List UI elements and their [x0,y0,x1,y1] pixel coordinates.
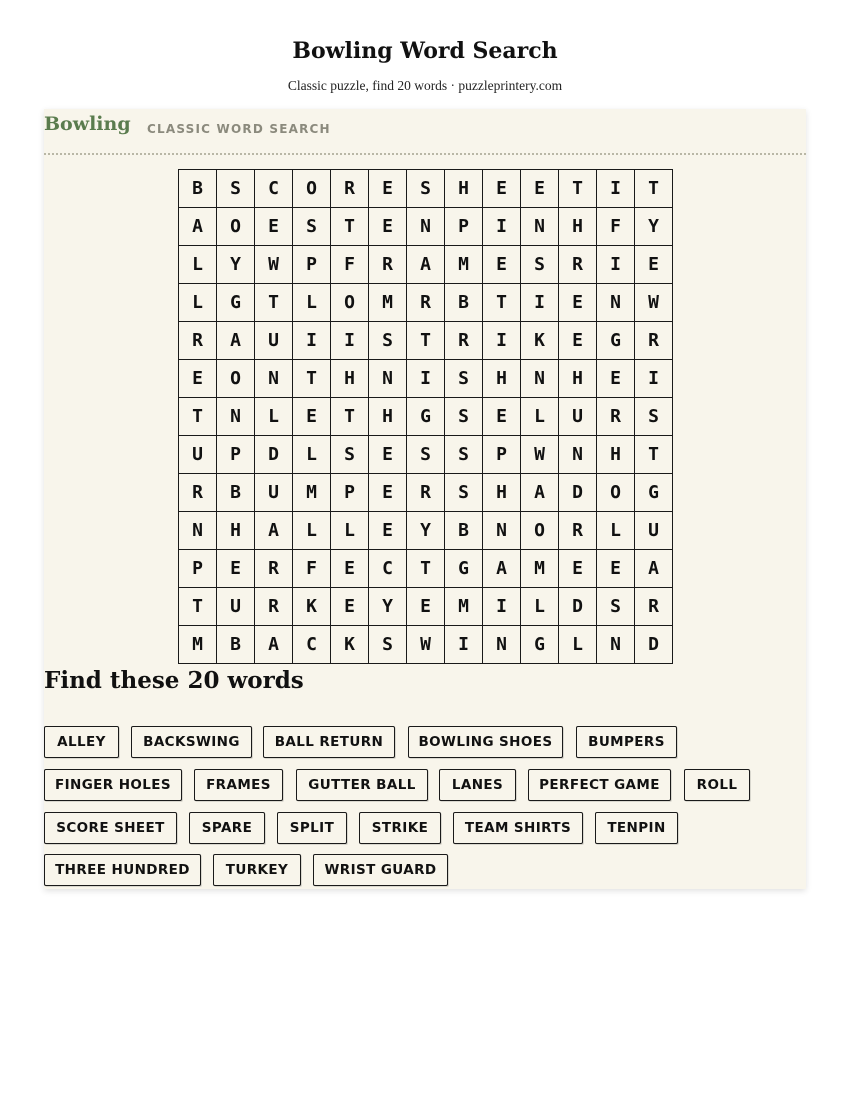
grid-cell[interactable]: G [217,284,255,322]
grid-cell[interactable]: W [255,246,293,284]
puzzle-type-label: CLASSIC WORD SEARCH [147,122,331,136]
grid-cell[interactable]: T [559,170,597,208]
grid-cell[interactable]: O [521,512,559,550]
grid-cell[interactable]: H [483,360,521,398]
grid-row [179,626,673,664]
grid-cell[interactable]: E [179,360,217,398]
word-chip[interactable]: SPARE [189,812,265,844]
grid-cell[interactable]: N [521,360,559,398]
grid-cell[interactable]: W [407,626,445,664]
word-chip[interactable]: BALL RETURN [263,726,395,758]
grid-cell[interactable]: T [293,360,331,398]
grid-cell[interactable]: O [217,360,255,398]
grid-cell[interactable]: P [293,246,331,284]
grid-cell[interactable]: A [255,626,293,664]
grid-cell[interactable]: E [369,474,407,512]
page-subtitle: Classic puzzle, find 20 words · puzzleprintery.com [287,78,563,93]
grid-cell[interactable]: E [597,550,635,588]
grid-cell[interactable]: E [521,170,559,208]
grid-cell[interactable]: H [217,512,255,550]
grid-cell[interactable]: R [407,474,445,512]
grid-cell[interactable]: O [331,284,369,322]
grid-cell[interactable]: W [521,436,559,474]
grid-cell[interactable]: F [293,550,331,588]
grid-cell[interactable]: P [331,474,369,512]
grid-cell[interactable]: W [635,284,673,322]
grid-cell[interactable]: A [179,208,217,246]
grid-row [179,436,673,474]
grid-cell[interactable]: G [445,550,483,588]
grid-cell[interactable]: C [255,170,293,208]
grid-cell[interactable]: L [179,284,217,322]
grid-cell[interactable]: R [635,322,673,360]
grid-cell[interactable]: P [483,436,521,474]
grid-cell[interactable]: G [635,474,673,512]
grid-cell[interactable]: I [635,360,673,398]
grid-cell[interactable]: S [445,436,483,474]
grid-cell[interactable]: E [255,208,293,246]
grid-cell[interactable]: E [331,550,369,588]
word-chip[interactable]: PERFECT GAME [528,769,671,801]
grid-cell[interactable]: E [407,588,445,626]
grid-cell[interactable]: I [407,360,445,398]
grid-row [179,360,673,398]
grid-cell[interactable]: B [179,170,217,208]
grid-cell[interactable]: R [559,512,597,550]
grid-cell[interactable]: I [597,246,635,284]
grid-cell[interactable]: S [445,360,483,398]
grid-cell[interactable]: S [217,170,255,208]
word-chip[interactable]: FRAMES [194,769,283,801]
grid-cell[interactable]: T [331,398,369,436]
grid-cell[interactable]: F [331,246,369,284]
grid-cell[interactable]: M [369,284,407,322]
grid-cell[interactable]: A [635,550,673,588]
grid-cell[interactable]: R [407,284,445,322]
grid-cell[interactable]: N [407,208,445,246]
grid-cell[interactable]: Y [369,588,407,626]
grid-cell[interactable]: Y [217,246,255,284]
grid-cell[interactable]: F [597,208,635,246]
grid-cell[interactable]: S [445,398,483,436]
grid-cell[interactable]: G [407,398,445,436]
grid-cell[interactable]: D [559,474,597,512]
grid-cell[interactable]: K [521,322,559,360]
grid-cell[interactable]: E [369,436,407,474]
grid-cell[interactable]: T [635,436,673,474]
word-chip[interactable]: WRIST GUARD [313,854,448,886]
grid-cell[interactable]: R [635,588,673,626]
grid-cell[interactable]: D [559,588,597,626]
grid-cell[interactable]: U [179,436,217,474]
grid-cell[interactable]: T [407,322,445,360]
grid-cell[interactable]: E [635,246,673,284]
grid-cell[interactable]: H [445,170,483,208]
grid-cell[interactable]: E [369,170,407,208]
grid-cell[interactable]: A [407,246,445,284]
grid-cell[interactable]: O [597,474,635,512]
grid-cell[interactable]: L [521,588,559,626]
grid-cell[interactable]: T [407,550,445,588]
word-chip[interactable]: SCORE SHEET [44,812,177,844]
grid-cell[interactable]: R [255,550,293,588]
grid-cell[interactable]: S [521,246,559,284]
grid-cell[interactable]: K [293,588,331,626]
grid-cell[interactable]: E [293,398,331,436]
grid-row [179,208,673,246]
grid-cell[interactable]: G [597,322,635,360]
grid-cell[interactable]: N [217,398,255,436]
word-chip[interactable]: FINGER HOLES [44,769,182,801]
grid-cell[interactable]: P [217,436,255,474]
grid-cell[interactable]: T [483,284,521,322]
grid-row [179,588,673,626]
grid-cell[interactable]: L [293,436,331,474]
grid-cell[interactable]: S [407,170,445,208]
grid-cell[interactable]: R [179,474,217,512]
grid-cell[interactable]: I [331,322,369,360]
grid-cell[interactable]: S [635,398,673,436]
grid-cell[interactable]: A [255,512,293,550]
grid-cell[interactable]: T [179,588,217,626]
word-chip[interactable]: ROLL [684,769,750,801]
grid-cell[interactable]: B [445,284,483,322]
grid-cell[interactable]: N [521,208,559,246]
word-chip[interactable]: LANES [439,769,516,801]
grid-cell[interactable]: A [521,474,559,512]
grid-cell[interactable]: E [217,550,255,588]
grid-cell[interactable]: I [521,284,559,322]
word-chip[interactable]: THREE HUNDRED [44,854,201,886]
grid-cell[interactable]: E [559,322,597,360]
grid-cell[interactable]: L [597,512,635,550]
word-chip[interactable]: BOWLING SHOES [408,726,563,758]
grid-cell[interactable]: R [331,170,369,208]
grid-cell[interactable]: D [255,436,293,474]
grid-row [179,284,673,322]
grid-cell[interactable]: O [217,208,255,246]
grid-cell[interactable]: H [559,208,597,246]
grid-cell[interactable]: U [255,474,293,512]
grid-cell[interactable]: S [597,588,635,626]
grid-cell[interactable]: L [293,284,331,322]
grid-row [179,322,673,360]
grid-cell[interactable]: L [521,398,559,436]
brand-title: Bowling [44,113,131,135]
grid-cell[interactable]: D [635,626,673,664]
grid-cell[interactable]: Y [635,208,673,246]
grid-cell[interactable]: U [559,398,597,436]
grid-cell[interactable]: L [331,512,369,550]
grid-cell[interactable]: A [217,322,255,360]
grid-cell[interactable]: H [483,474,521,512]
grid-cell[interactable]: M [445,246,483,284]
grid-cell[interactable]: E [369,512,407,550]
grid-cell[interactable]: U [635,512,673,550]
word-chip[interactable]: BACKSWING [131,726,252,758]
word-chip[interactable]: ALLEY [44,726,119,758]
grid-cell[interactable]: E [331,588,369,626]
grid-cell[interactable]: R [559,246,597,284]
word-chip[interactable]: TEAM SHIRTS [453,812,583,844]
word-chip[interactable]: STRIKE [359,812,441,844]
grid-cell[interactable]: K [331,626,369,664]
grid-cell[interactable]: U [255,322,293,360]
grid-cell[interactable]: B [217,474,255,512]
word-chip[interactable]: SPLIT [277,812,347,844]
grid-cell[interactable]: M [445,588,483,626]
grid-cell[interactable]: N [483,626,521,664]
grid-cell[interactable]: T [255,284,293,322]
grid-cell[interactable]: U [217,588,255,626]
grid-cell[interactable]: L [293,512,331,550]
grid-cell[interactable]: T [179,398,217,436]
grid-cell[interactable]: B [217,626,255,664]
grid-row [179,474,673,512]
grid-cell[interactable]: B [445,512,483,550]
grid-cell[interactable]: R [255,588,293,626]
word-chip[interactable]: GUTTER BALL [296,769,428,801]
grid-cell[interactable]: N [597,284,635,322]
grid-cell[interactable]: M [179,626,217,664]
puzzle-card [44,109,806,889]
grid-cell[interactable]: E [483,170,521,208]
grid-cell[interactable]: N [597,626,635,664]
grid-cell[interactable]: M [521,550,559,588]
grid-cell[interactable]: N [483,512,521,550]
grid-cell[interactable]: Y [407,512,445,550]
grid-cell[interactable]: I [483,322,521,360]
grid-cell[interactable]: H [559,360,597,398]
grid-row [179,170,673,208]
grid-cell[interactable]: E [559,284,597,322]
grid-cell[interactable]: E [369,208,407,246]
grid-cell[interactable]: I [445,626,483,664]
grid-cell[interactable]: I [597,170,635,208]
grid-cell[interactable]: E [559,550,597,588]
card-header [44,109,806,155]
grid-cell[interactable]: S [293,208,331,246]
grid-cell[interactable]: C [293,626,331,664]
grid-cell[interactable]: I [483,588,521,626]
word-chip[interactable]: TURKEY [213,854,301,886]
grid-cell[interactable]: T [331,208,369,246]
grid-cell[interactable]: G [521,626,559,664]
grid-cell[interactable]: R [597,398,635,436]
grid-cell[interactable]: E [483,398,521,436]
grid-cell[interactable]: C [369,550,407,588]
page-title: Bowling Word Search [292,38,558,64]
grid-row [179,398,673,436]
grid-cell[interactable]: S [369,322,407,360]
grid-cell[interactable]: I [293,322,331,360]
grid-cell[interactable]: N [179,512,217,550]
grid-cell[interactable]: S [445,474,483,512]
grid-cell[interactable]: R [445,322,483,360]
grid-cell[interactable]: O [293,170,331,208]
grid-cell[interactable]: H [331,360,369,398]
grid-cell[interactable]: T [635,170,673,208]
grid-cell[interactable]: E [483,246,521,284]
grid-cell[interactable]: H [369,398,407,436]
word-chip[interactable]: TENPIN [595,812,678,844]
grid-row [179,550,673,588]
grid-row [179,246,673,284]
word-list-heading: Find these 20 words [44,667,304,694]
grid-cell[interactable]: R [369,246,407,284]
grid-cell[interactable]: P [179,550,217,588]
grid-cell[interactable]: L [255,398,293,436]
grid-cell[interactable]: R [179,322,217,360]
grid-cell[interactable]: N [559,436,597,474]
grid-cell[interactable]: S [407,436,445,474]
grid-cell[interactable]: H [597,436,635,474]
grid-row [179,512,673,550]
grid-cell[interactable]: L [179,246,217,284]
grid-cell[interactable]: I [483,208,521,246]
grid-cell[interactable]: S [369,626,407,664]
grid-cell[interactable]: L [559,626,597,664]
letter-grid [178,169,673,664]
grid-cell[interactable]: N [255,360,293,398]
grid-cell[interactable]: P [445,208,483,246]
grid-cell[interactable]: E [597,360,635,398]
grid-cell[interactable]: A [483,550,521,588]
word-chip[interactable]: BUMPERS [576,726,677,758]
grid-cell[interactable]: N [369,360,407,398]
grid-cell[interactable]: M [293,474,331,512]
grid-cell[interactable]: S [331,436,369,474]
